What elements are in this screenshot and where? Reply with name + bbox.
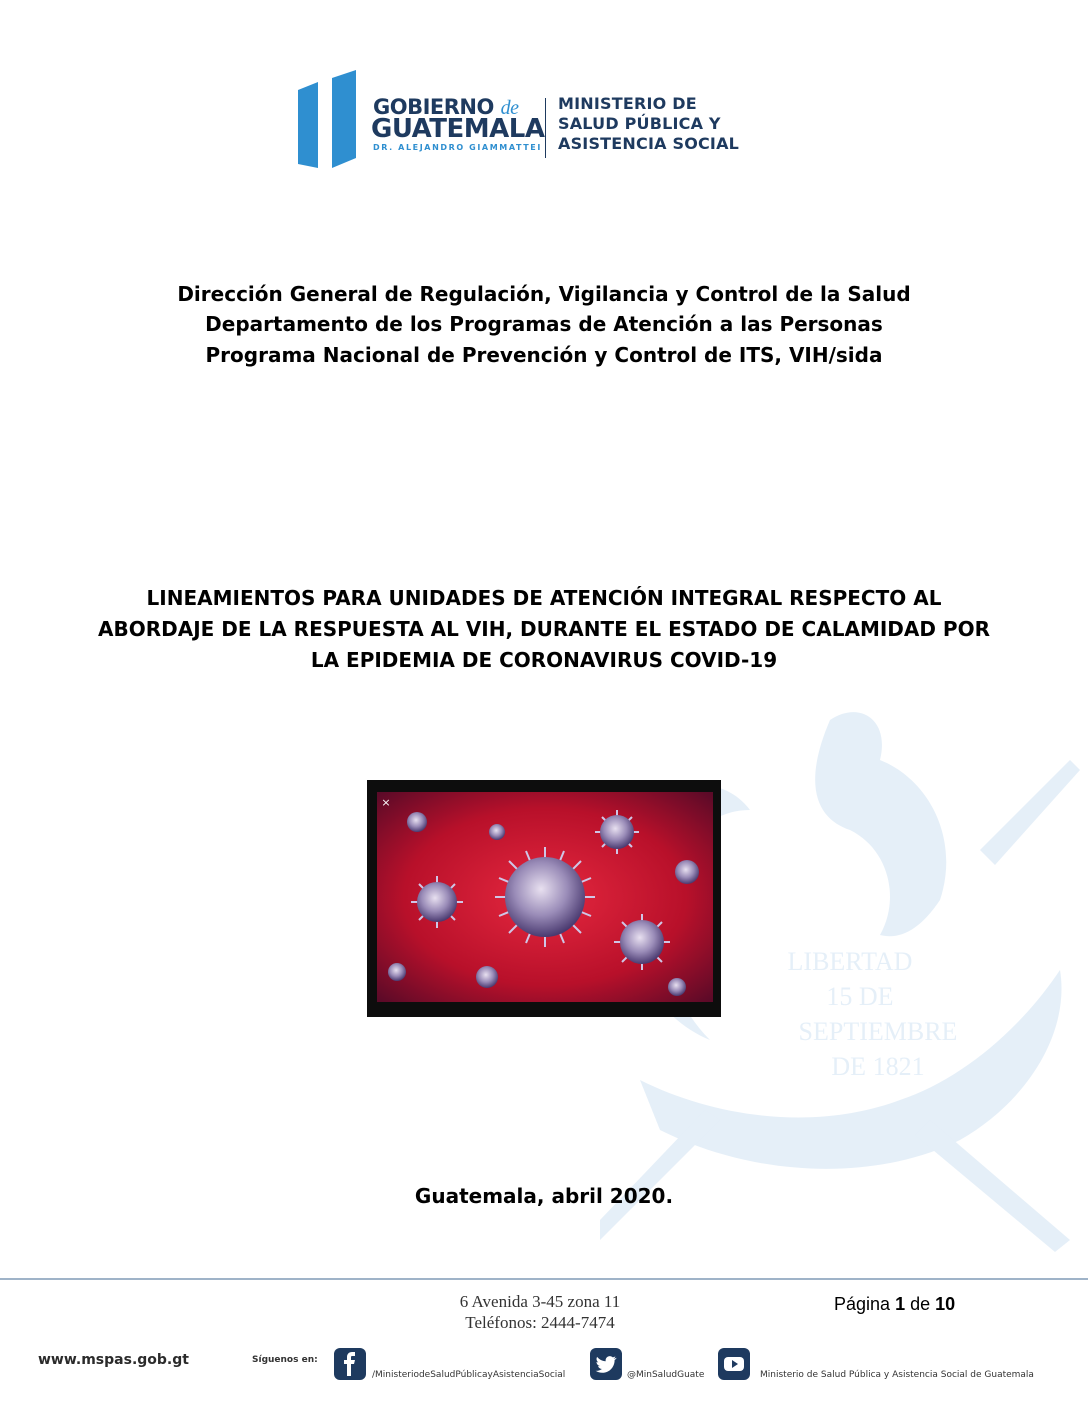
address-line: 6 Avenida 3-45 zona 11 xyxy=(459,1292,621,1311)
close-icon[interactable]: × xyxy=(381,796,391,809)
footer-divider xyxy=(0,1278,1088,1280)
watermark-line: DE 1821 xyxy=(831,1052,925,1081)
ministry-name-line: MINISTERIO DE xyxy=(558,94,697,113)
page-number: Página 1 de 10 xyxy=(834,1294,956,1314)
department-heading: Dirección General de Regulación, Vigilancia y Control de la Salud xyxy=(177,282,911,306)
facebook-handle[interactable]: /MinisteriodeSaludPúblicayAsistenciaSocial xyxy=(372,1370,566,1380)
facebook-icon[interactable] xyxy=(334,1348,366,1380)
watermark-line: LIBERTAD xyxy=(787,947,913,976)
department-heading: Departamento de los Programas de Atención a las Personas xyxy=(205,312,883,336)
youtube-channel[interactable]: Ministerio de Salud Pública y Asistencia Social de Guatemala xyxy=(760,1370,1034,1380)
logo-text-gobierno: GOBIERNO de xyxy=(373,95,519,119)
logo-text-guatemala: GUATEMALA xyxy=(371,114,545,144)
website-link[interactable]: www.mspas.gob.gt xyxy=(38,1352,189,1368)
watermark-line: SEPTIEMBRE xyxy=(798,1017,958,1046)
ministry-name-line: ASISTENCIA SOCIAL xyxy=(558,134,740,153)
follow-label: Síguenos en: xyxy=(252,1355,318,1365)
watermark-line: 15 DE xyxy=(826,982,894,1011)
youtube-icon[interactable] xyxy=(718,1348,750,1380)
document-title-line: ABORDAJE DE LA RESPUESTA AL VIH, DURANTE EL ESTADO DE CALAMIDAD POR xyxy=(97,617,990,641)
phone-line: Teléfonos: 2444-7474 xyxy=(465,1313,615,1332)
logo-divider xyxy=(545,98,546,158)
document-title-line: LA EPIDEMIA DE CORONAVIRUS COVID-19 xyxy=(310,648,778,672)
twitter-handle[interactable]: @MinSaludGuate xyxy=(627,1370,705,1380)
coronavirus-image xyxy=(377,792,713,1002)
document-title-line: LINEAMIENTOS PARA UNIDADES DE ATENCIÓN INTEGRAL RESPECTO AL xyxy=(146,586,942,610)
department-heading: Programa Nacional de Prevención y Control de ITS, VIH/sida xyxy=(205,343,883,367)
ministry-name-line: SALUD PÚBLICA Y xyxy=(558,114,721,133)
twitter-icon[interactable] xyxy=(590,1348,622,1380)
logo-text-president: DR. ALEJANDRO GIAMMATTEI xyxy=(373,143,542,152)
document-date: Guatemala, abril 2020. xyxy=(414,1184,674,1208)
